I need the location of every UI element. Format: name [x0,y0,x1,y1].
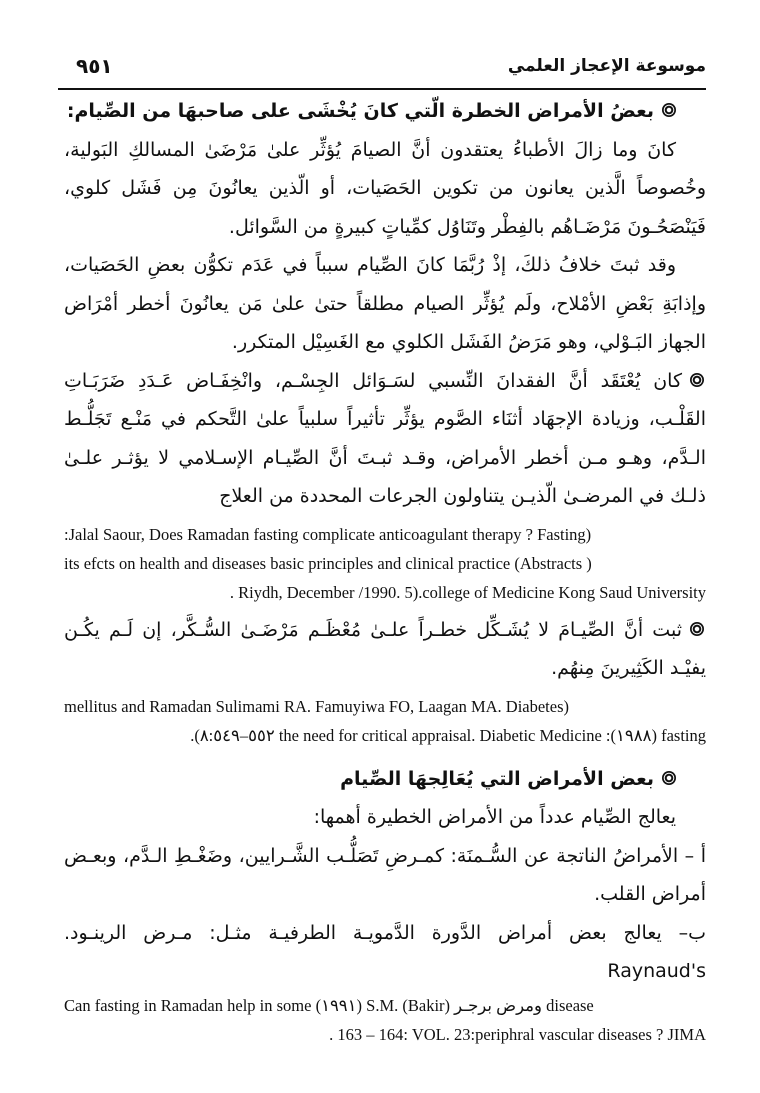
heading-text: بعضُ الأمراض الخطرة الّتي كانَ يُخْشَى على صاحبهَا من الصِّيام: [66,100,654,122]
heading-text: بعض الأمراض التي يُعَالِجهَا الصِّيام [340,767,654,790]
section-heading [64,760,706,799]
paragraph-text: ثبت أنَّ الصِّيـامَ لا يُشَـكِّل خطـراً علـىٰ مُعْظَـم مَرْضَـىٰ السُّـكَّر، إن لَـم يكُـن يفيْـد الكَثِيرينَ مِنهُم. [64,618,706,679]
bullet-paragraph [64,611,706,688]
reference-line: :Jalal Saour, Does Ramadan fasting complicate anticoagulant therapy ? Fasting) [64,524,592,544]
page-number: ٩٥١ [76,54,113,78]
list-item: أ – الأمراضُ الناتجة عن السُّـمنَة: كمـرضِ تَصَلُّـب الشَّـرايين، وضَغْـطِ الـدَّم، وبعـض أمراض القلب. [64,844,706,905]
reference-line: its efcts on health and diseases basic principles and clinical practice (Abstracts ) [64,553,592,573]
flower-bullet-icon [660,101,678,119]
flower-bullet-icon [688,371,706,389]
reference-line: Can fasting in Ramadan help in some (١٩٩١) S.M. (Bakir) ومرض برجـر disease [64,995,594,1015]
reference-line: mellitus and Ramadan Sulimami RA. Famuyiwa FO, Laagan MA. Diabetes) [64,696,569,716]
paragraph: كانَ وما زالَ الأطباءُ يعتقدون أنَّ الصيامَ يُؤثِّر علىٰ مَرْضَىٰ المسالكِ البَولية، وخُصوصاً الَّذين يعانون من تكوين الحَصَيات، أو الّذين يعانُونَ مِن فَشَل كلوي، فَيَنْصَحُـونَ مَرْضَـاهُم بالفِطْر وتَنَاوُل كمِّياتٍ كبيرةٍ من السَّوائل. [64,138,706,238]
bullet-paragraph [64,362,706,516]
paragraph: يعالج الصِّيام عدداً من الأمراض الخطيرة أهمها: [313,806,676,828]
running-title: موسوعة الإعجاز العلمي [507,56,706,76]
list-item: ب– يعالج بعض أمراض الدَّورة الدَّمويـة الطرفيـة مثـل: مـرض الرينـود. Raynaud's [64,921,706,982]
paragraph-text: كان يُعْتَقَد أنَّ الفقدانَ النِّسبي لسَـوَائل الجِسْـم، وانْخِفَـاض عَـدَدِ ضَرَبَـاتِ القَلْـب، وزيادة الإجهَاد أثنَاء الصَّوم يؤثِّر تأثيراً سلبياً علىٰ التَّحكم في مَنْـع تَجَلُّـط الـدَّم، وهـو مـن أخطر الأمراض، وقـد ثبـتَ أنَّ الصِّيـام الإسـلامي لا يؤثـر علـىٰ ذلـك في المرضـىٰ الّذيـن يتناولون الجرعات المحددة من العلاج [64,369,706,507]
paragraph: وقد ثبتَ خلافُ ذلكَ، إذْ رُبَّمَا كانَ الصِّيام سبباً في عَدَم تكوُّن بعضِ الحَصَيات، وإذابَةِ بَعْضِ الأمْلاح، ولَم يُؤثِّر الصيام مطلقاً حتىٰ علىٰ مَن يعانُونَ أخطر أمْرَاض الجهاز البَـوْلي، وهو مَرَضُ الفَشَل الكلوي مع الغَسِيْل المتكرر. [64,254,706,353]
flower-bullet-icon [688,620,706,638]
reference-line: .(٥٥٢–٨:٥٤٩ the need for critical appraisal. Diabetic Medicine :(١٩٨٨) fasting [190,725,706,745]
reference-line: . 163 – 164: VOL. 23:periphral vascular diseases ? JIMA [329,1024,706,1044]
flower-bullet-icon [660,769,678,787]
reference-line: . Riydh, December /1990. 5).college of Medicine Kong Saud University [229,582,706,602]
section-heading [64,92,706,131]
page-header [58,52,706,90]
page-body [64,92,706,1049]
